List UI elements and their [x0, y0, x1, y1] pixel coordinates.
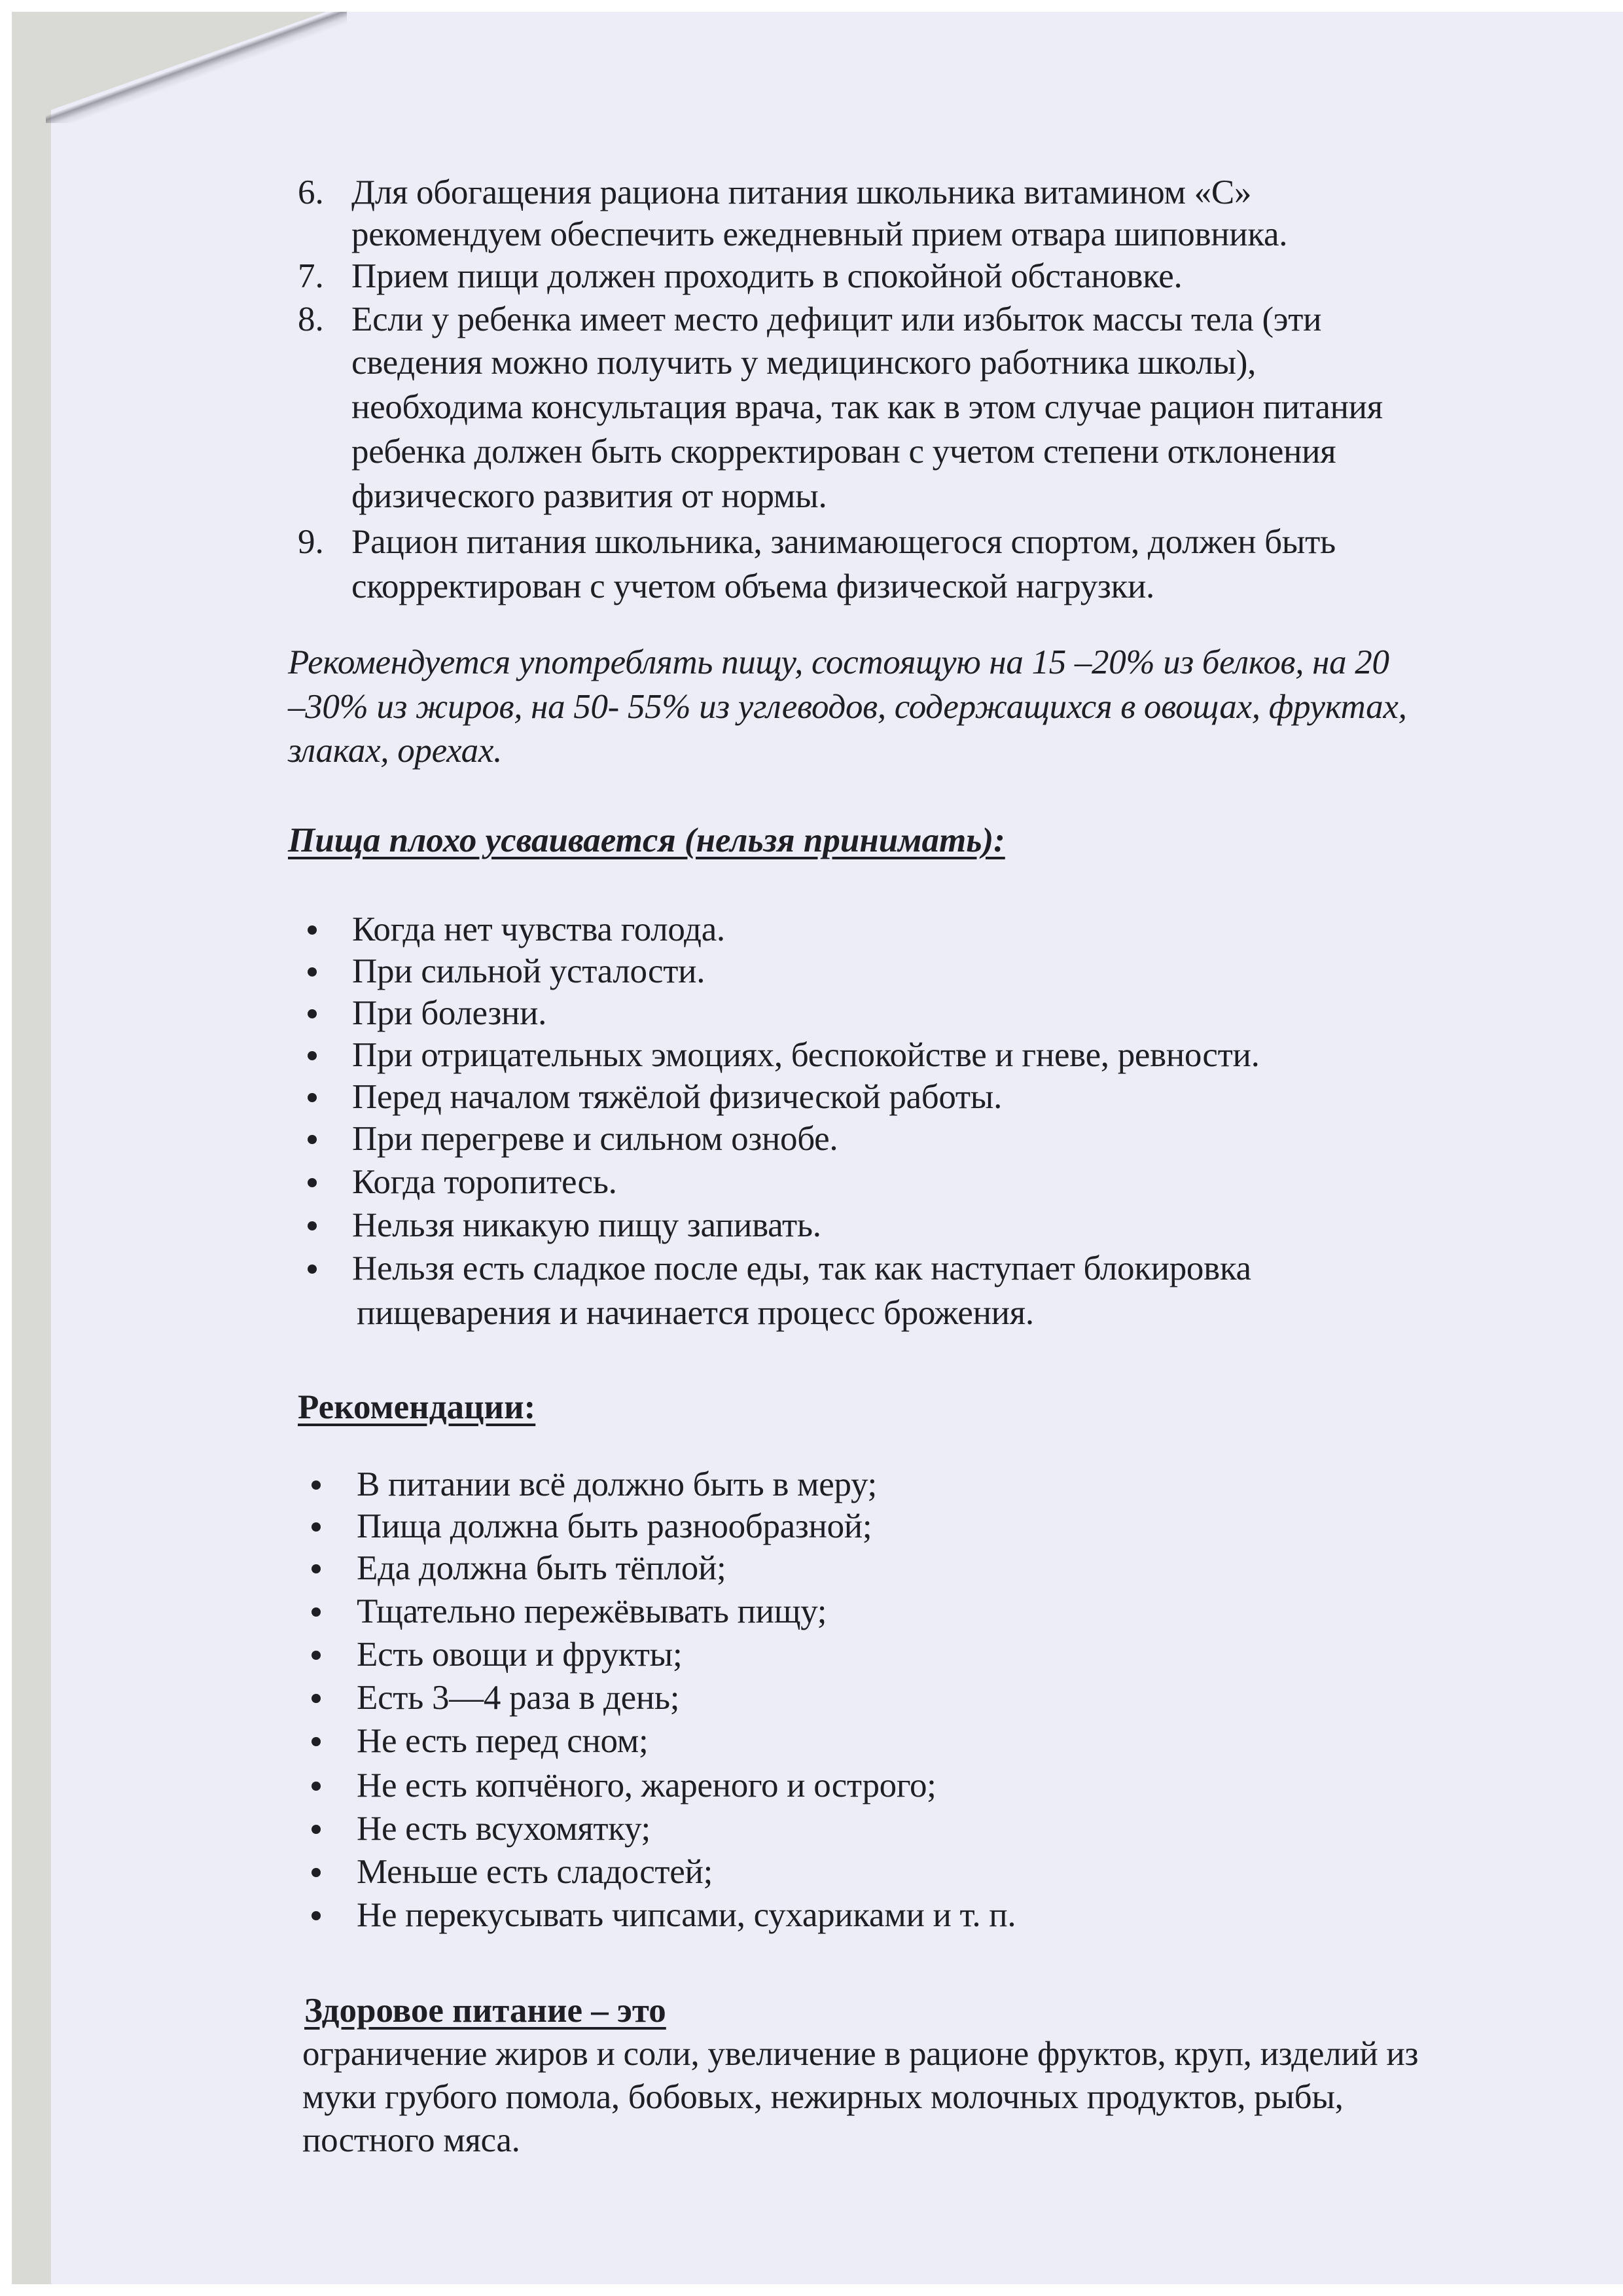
list-item: Не есть всухомятку; [357, 1810, 651, 1848]
list-item: В питании всё должно быть в меру; [357, 1465, 877, 1503]
paragraph-line: ограничение жиров и соли, увеличение в рационе фруктов, круп, изделий из [302, 2035, 1419, 2073]
section-heading: Рекомендации: [298, 1388, 536, 1426]
list-item: Когда нет чувства голода. [352, 910, 725, 948]
list-item: Есть овощи и фрукты; [357, 1636, 683, 1674]
list-item-line: ребенка должен быть скорректирован с учетом степени отклонения [351, 433, 1336, 471]
list-item-line: Если у ребенка имеет место дефицит или избыток массы тела (эти [351, 300, 1322, 338]
list-item: Нельзя никакую пищу запивать. [352, 1206, 821, 1244]
list-item: Меньше есть сладостей; [357, 1853, 713, 1891]
list-item: Тщательно пережёвывать пищу; [357, 1592, 827, 1630]
bullet-icon [312, 1868, 321, 1877]
bullet-icon [308, 925, 317, 935]
list-item-line: Рацион питания школьника, занимающегося спортом, должен быть [351, 523, 1336, 561]
list-item: Есть 3—4 раза в день; [357, 1679, 680, 1717]
list-item-line: рекомендуем обеспечить ежедневный прием отвара шиповника. [351, 215, 1288, 253]
bullet-icon [308, 1178, 317, 1187]
section-heading: Здоровое питание – это [304, 1992, 666, 2030]
list-item: Не есть копчёного, жареного и острого; [357, 1767, 936, 1804]
list-item: Перед началом тяжёлой физической работы. [352, 1078, 1003, 1116]
list-item-line: физического развития от нормы. [351, 477, 827, 515]
bullet-icon [312, 1607, 321, 1617]
paragraph-line: муки грубого помола, бобовых, нежирных молочных продуктов, рыбы, [302, 2078, 1344, 2116]
section-heading: Пища плохо усваивается (нельзя принимать): [288, 821, 1005, 859]
note-line: Рекомендуется употреблять пищу, состоящую на 15 –20% из белков, на 20 [288, 643, 1389, 681]
bullet-icon [312, 1480, 321, 1490]
bullet-icon [312, 1694, 321, 1703]
bullet-icon [312, 1825, 321, 1834]
bullet-icon [312, 1522, 321, 1532]
list-item-line: Прием пищи должен проходить в спокойной обстановке. [351, 257, 1183, 295]
bullet-icon [312, 1911, 321, 1920]
list-item: При отрицательных эмоциях, беспокойстве и гневе, ревности. [352, 1036, 1260, 1074]
list-item: Когда торопитесь. [352, 1163, 617, 1201]
list-item: пищеварения и начинается процесс брожения. [357, 1294, 1034, 1332]
list-number: 8. [298, 300, 324, 338]
bullet-icon [308, 1093, 317, 1102]
list-number: 6. [298, 173, 324, 211]
list-number: 9. [298, 523, 324, 561]
bullet-icon [308, 967, 317, 977]
list-item: Еда должна быть тёплой; [357, 1549, 726, 1587]
list-item: Не есть перед сном; [357, 1722, 649, 1760]
bullet-icon [308, 1051, 317, 1060]
paragraph-line: постного мяса. [302, 2121, 520, 2159]
note-line: злаках, орехах. [288, 732, 503, 770]
list-number: 7. [298, 257, 324, 295]
list-item: Пища должна быть разнообразной; [357, 1507, 872, 1545]
list-item: При болезни. [352, 994, 547, 1032]
list-item: При перегреве и сильном ознобе. [352, 1120, 838, 1158]
bullet-icon [312, 1737, 321, 1746]
list-item-line: сведения можно получить у медицинского работника школы), [351, 344, 1257, 382]
bullet-icon [308, 1265, 317, 1274]
bullet-icon [312, 1651, 321, 1660]
list-item: Нельзя есть сладкое после еды, так как наступает блокировка [352, 1249, 1251, 1287]
bullet-icon [308, 1009, 317, 1018]
bullet-icon [308, 1221, 317, 1230]
list-item-line: необходима консультация врача, так как в этом случае рацион питания [351, 388, 1383, 426]
bullet-icon [308, 1135, 317, 1144]
list-item: Не перекусывать чипсами, сухариками и т. п. [357, 1896, 1016, 1934]
list-item-line: Для обогащения рациона питания школьника витамином «С» [351, 173, 1252, 211]
note-line: –30% из жиров, на 50- 55% из углеводов, содержащихся в овощах, фруктах, [288, 688, 1407, 726]
list-item-line: скорректирован с учетом объема физической нагрузки. [351, 567, 1154, 605]
bullet-icon [312, 1564, 321, 1573]
list-item: При сильной усталости. [352, 952, 705, 990]
bullet-icon [312, 1782, 321, 1791]
